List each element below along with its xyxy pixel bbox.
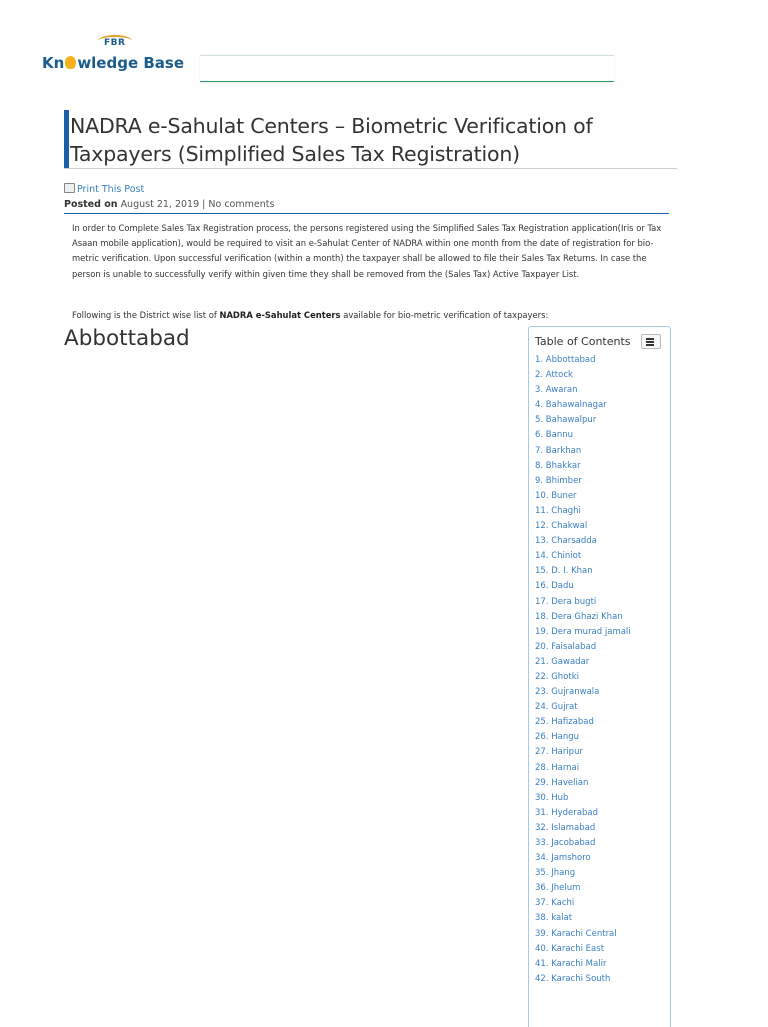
table-of-contents (528, 326, 671, 1027)
toc-item[interactable]: 8. Bhakkar (535, 460, 581, 471)
toc-item[interactable]: 3. Awaran (535, 385, 578, 396)
toc-item[interactable]: 12. Chakwal (535, 521, 588, 532)
toc-item[interactable]: 10. Buner (535, 490, 577, 501)
toc-item[interactable]: 13. Charsadda (535, 536, 597, 547)
print-post-link[interactable] (64, 183, 144, 195)
lightbulb-icon (65, 56, 76, 69)
toc-item[interactable]: 11. Chaghi (535, 505, 581, 516)
toc-item[interactable]: 23. Gujranwala (535, 687, 600, 698)
toc-item[interactable]: 40. Karachi East (535, 943, 605, 954)
post-date[interactable]: August 21, 2019 (120, 199, 200, 210)
logo-kn-text: Kn (42, 54, 65, 72)
toc-item[interactable]: 27. Haripur (535, 747, 583, 758)
district-list-intro (72, 309, 548, 321)
logo-fbr-text: FBR (104, 38, 126, 48)
toc-item[interactable]: 37. Kachi (535, 898, 575, 909)
toc-item[interactable]: 26. Hangu (535, 732, 579, 743)
following-prefix: Following is the District wise list of (72, 310, 220, 320)
print-post-label: Print This Post (77, 184, 145, 195)
posted-on-label: Posted on (64, 199, 118, 210)
search-input[interactable] (200, 55, 614, 82)
toc-item[interactable]: 18. Dera Ghazi Khan (535, 611, 623, 622)
toc-item[interactable]: 1. Abbottabad (535, 355, 596, 365)
list-icon-line (646, 344, 654, 346)
toc-item[interactable]: 39. Karachi Central (535, 928, 617, 939)
logo-wordmark (42, 54, 184, 72)
site-logo[interactable] (40, 38, 185, 78)
following-bold: NADRA e-Sahulat Centers (219, 310, 341, 320)
toc-item[interactable]: 41. Karachi Malir (535, 958, 607, 969)
toc-item[interactable]: 17. Dera bugti (535, 596, 597, 607)
toc-item[interactable]: 38. kalat (535, 913, 573, 924)
toc-item[interactable]: 24. Gujrat (535, 702, 578, 713)
toc-item[interactable]: 7. Barkhan (535, 445, 582, 456)
toc-item[interactable]: 21. Gawadar (535, 656, 590, 667)
logo-wledge-text: wledge Base (77, 54, 185, 72)
following-suffix: available for bio-metric verification of taxpayers: (340, 310, 549, 320)
printer-icon (64, 183, 75, 193)
list-icon-line (646, 338, 654, 340)
comments-link[interactable]: No comments (208, 199, 275, 210)
toc-item[interactable]: 33. Jacobabad (535, 838, 596, 848)
toc-item[interactable]: 28. Harnai (535, 762, 580, 773)
toc-item[interactable]: 15. D. I. Khan (535, 566, 593, 577)
toc-item[interactable]: 42. Karachi South (535, 973, 611, 984)
toc-item[interactable]: 36. Jhelum (535, 883, 581, 894)
toc-item[interactable]: 4. Bahawalnagar (535, 400, 607, 411)
toc-item[interactable]: 31. Hyderabad (535, 807, 598, 818)
post-title-block (64, 110, 677, 169)
toc-item[interactable]: 20. Faisalabad (535, 641, 597, 652)
toc-item[interactable]: 14. Chiniot (535, 551, 582, 562)
meta-separator: | (199, 199, 209, 210)
toc-list (535, 353, 631, 987)
toc-item[interactable]: 22. Ghotki (535, 671, 580, 682)
toc-item[interactable]: 29. Havelian (535, 777, 589, 788)
post-meta (64, 199, 669, 214)
toc-item[interactable]: 19. Dera murad jamali (535, 626, 631, 637)
title-accent-bar (64, 110, 69, 168)
toc-toggle-button[interactable] (641, 334, 661, 349)
toc-item[interactable]: 5. Bahawalpur (535, 415, 597, 426)
toc-title: Table of Contents (535, 335, 631, 348)
intro-paragraph: In order to Complete Sales Tax Registration process, the persons registered using the Simplified Sales Tax Registration application(Iris or Tax Asaan mobile application), would be required to visit an e-Sahulat Center of NADRA within one month from the date of registration for bio-metric verification. Upon successful verification (within a month) the taxpayer shall be allowed to file their Sales Tax Returns. In case the person is unable to successfully verify within given time they shall be removed from the (Sales Tax) Active Taxpayer List. (72, 223, 662, 279)
toc-item[interactable]: 2. Attock (535, 370, 573, 381)
toc-item[interactable]: 30. Hub (535, 792, 569, 803)
page-title: NADRA e-Sahulat Centers – Biometric Verification of Taxpayers (Simplified Sales Tax Registration) (70, 114, 593, 166)
toc-item[interactable]: 34. Jamshoro (535, 853, 591, 864)
toc-item[interactable]: 35. Jhang (535, 868, 576, 879)
section-heading: Abbottabad (64, 326, 190, 351)
toc-item[interactable]: 6. Bannu (535, 430, 574, 441)
toc-item[interactable]: 16. Dadu (535, 581, 574, 592)
toc-item[interactable]: 25. Hafizabad (535, 717, 594, 728)
toc-item[interactable]: 9. Bhimber (535, 475, 582, 486)
toc-item[interactable]: 32. Islamabad (535, 822, 596, 833)
list-icon-line (646, 341, 654, 343)
